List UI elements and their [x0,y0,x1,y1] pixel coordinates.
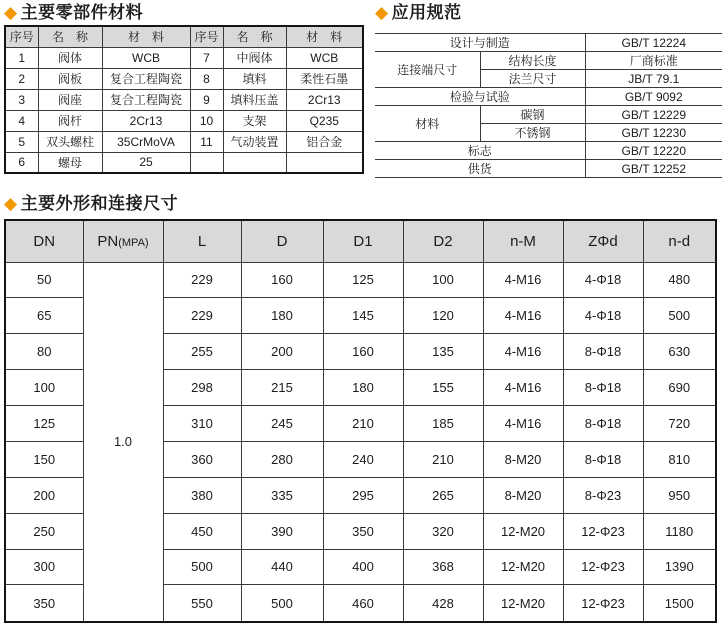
dim-title-text: 主要外形和连接尺寸 [20,194,179,213]
cell: 250 [5,513,83,549]
cell: 125 [323,262,403,298]
cell: 复合工程陶瓷 [102,68,190,89]
table-row [5,110,363,131]
cell: 4 [5,110,38,131]
cell: 185 [403,406,483,442]
spec-section [375,2,722,178]
cell: 255 [163,334,241,370]
pn-label: PN [97,232,119,250]
cell: 填料压盖 [223,89,286,110]
diamond-icon: ◆ [4,3,18,22]
table-row [375,106,722,124]
parts-section [4,2,362,174]
cell: 4-M16 [483,370,563,406]
cell: 125 [5,406,83,442]
cell: 12-M20 [483,585,563,622]
table-row [5,47,363,68]
cell: 气动装置 [223,131,286,152]
cell: 12-M20 [483,513,563,549]
cell: 360 [163,441,241,477]
cell: 阀板 [38,68,102,89]
cell: 6 [5,152,38,173]
spec-section-title [375,2,722,23]
cell: 210 [403,441,483,477]
cell: 320 [403,513,483,549]
spec-label: 检验与试验 [375,88,585,106]
cell [223,152,286,173]
application-spec-table [375,33,722,178]
cell: 8-Φ23 [563,477,643,513]
cell: 229 [163,298,241,334]
spec-title-text: 应用规范 [391,3,462,22]
table-row [375,34,722,52]
cell: 12-Φ23 [563,513,643,549]
cell: 铝合金 [286,131,363,152]
col-header: DN [5,220,83,262]
cell: WCB [286,47,363,68]
cell: 450 [163,513,241,549]
cell: 螺母 [38,152,102,173]
col-header: 材 料 [102,26,190,47]
spec-sublabel: 结构长度 [480,52,585,70]
cell: 8-M20 [483,441,563,477]
spec-group-label: 材料 [375,106,480,142]
col-header: L [163,220,241,262]
cell: 3 [5,89,38,110]
cell: 240 [323,441,403,477]
cell: 350 [323,513,403,549]
pn-unit: (MPA) [118,236,149,249]
cell: 9 [190,89,223,110]
cell: 1180 [643,513,716,549]
spec-label: 供货 [375,160,585,178]
table-row [375,88,722,106]
cell: 160 [323,334,403,370]
cell: 1 [5,47,38,68]
dimensions-table [4,219,717,623]
col-header: ZΦd [563,220,643,262]
col-header: D1 [323,220,403,262]
cell: 810 [643,441,716,477]
top-section-row [4,2,722,178]
cell: 310 [163,406,241,442]
cell: 950 [643,477,716,513]
cell: 2Cr13 [102,110,190,131]
cell: 390 [241,513,323,549]
cell: 10 [190,110,223,131]
cell: 1500 [643,585,716,622]
cell: 11 [190,131,223,152]
cell: 500 [241,585,323,622]
cell: 150 [5,441,83,477]
cell: 12-Φ23 [563,585,643,622]
table-row [5,68,363,89]
cell: 335 [241,477,323,513]
cell: 245 [241,406,323,442]
col-header: D2 [403,220,483,262]
cell: 440 [241,549,323,585]
cell: 200 [241,334,323,370]
spec-value: JB/T 79.1 [585,70,722,88]
cell: 400 [323,549,403,585]
cell: 阀座 [38,89,102,110]
cell: 180 [241,298,323,334]
cell: 复合工程陶瓷 [102,89,190,110]
spec-value: GB/T 9092 [585,88,722,106]
cell: 填料 [223,68,286,89]
cell: 50 [5,262,83,298]
cell: 12-Φ23 [563,549,643,585]
cell: 300 [5,549,83,585]
cell [190,152,223,173]
dim-section-title [4,193,722,214]
cell: Q235 [286,110,363,131]
cell: 500 [163,549,241,585]
cell: 145 [323,298,403,334]
col-header: n-M [483,220,563,262]
table-row [375,52,722,70]
dimensions-section [4,193,722,623]
table-row [5,131,363,152]
cell: 200 [5,477,83,513]
cell: 298 [163,370,241,406]
spec-value: GB/T 12224 [585,34,722,52]
cell: 双头螺柱 [38,131,102,152]
diamond-icon: ◆ [375,3,389,22]
cell: 4-M16 [483,406,563,442]
cell: 135 [403,334,483,370]
cell: 460 [323,585,403,622]
cell: 280 [241,441,323,477]
cell: 中阀体 [223,47,286,68]
spec-value: GB/T 12220 [585,142,722,160]
cell: 690 [643,370,716,406]
cell: 65 [5,298,83,334]
col-header: D [241,220,323,262]
cell: 155 [403,370,483,406]
cell: 8-Φ18 [563,441,643,477]
cell: 210 [323,406,403,442]
cell: 229 [163,262,241,298]
cell [286,152,363,173]
cell: 2 [5,68,38,89]
cell: 8 [190,68,223,89]
cell: 120 [403,298,483,334]
cell: 阀杆 [38,110,102,131]
pn-merged-cell: 1.0 [83,262,163,622]
col-header: 序号 [5,26,38,47]
cell: 428 [403,585,483,622]
cell: 180 [323,370,403,406]
cell: 2Cr13 [286,89,363,110]
spec-label: 标志 [375,142,585,160]
cell: 100 [5,370,83,406]
col-header: 名 称 [223,26,286,47]
cell: 368 [403,549,483,585]
dim-header-row [5,220,716,262]
cell: 630 [643,334,716,370]
parts-title-text: 主要零部件材料 [20,3,144,22]
cell: 8-M20 [483,477,563,513]
cell: 4-Φ18 [563,298,643,334]
col-header-pn [83,220,163,262]
cell: 支架 [223,110,286,131]
spec-label: 设计与制造 [375,34,585,52]
cell: 8-Φ18 [563,334,643,370]
cell: 720 [643,406,716,442]
table-row [375,142,722,160]
cell: 25 [102,152,190,173]
diamond-icon: ◆ [4,194,18,213]
cell: 380 [163,477,241,513]
spec-value: GB/T 12252 [585,160,722,178]
table-row [5,262,716,298]
parts-header-row [5,26,363,47]
cell: 8-Φ18 [563,370,643,406]
cell: WCB [102,47,190,68]
cell: 500 [643,298,716,334]
cell: 100 [403,262,483,298]
cell: 350 [5,585,83,622]
cell: 550 [163,585,241,622]
spec-value: 厂商标准 [585,52,722,70]
spec-value: GB/T 12229 [585,106,722,124]
cell: 160 [241,262,323,298]
cell: 柔性石墨 [286,68,363,89]
cell: 5 [5,131,38,152]
cell: 4-Φ18 [563,262,643,298]
cell: 215 [241,370,323,406]
col-header: 材 料 [286,26,363,47]
cell: 7 [190,47,223,68]
cell: 4-M16 [483,298,563,334]
cell: 12-M20 [483,549,563,585]
cell: 4-M16 [483,262,563,298]
col-header: 名 称 [38,26,102,47]
parts-section-title [4,2,362,23]
spec-group-label: 连接端尺寸 [375,52,480,88]
cell: 8-Φ18 [563,406,643,442]
cell: 1390 [643,549,716,585]
cell: 阀体 [38,47,102,68]
table-row [375,160,722,178]
cell: 35CrMoVA [102,131,190,152]
cell: 265 [403,477,483,513]
spec-sublabel: 不锈钢 [480,124,585,142]
spec-value: GB/T 12230 [585,124,722,142]
cell: 480 [643,262,716,298]
table-row [5,89,363,110]
parts-materials-table [4,25,364,174]
cell: 4-M16 [483,334,563,370]
col-header: 序号 [190,26,223,47]
spec-sublabel: 法兰尺寸 [480,70,585,88]
table-row [5,152,363,173]
cell: 295 [323,477,403,513]
col-header: n-d [643,220,716,262]
spec-sublabel: 碳钢 [480,106,585,124]
cell: 80 [5,334,83,370]
